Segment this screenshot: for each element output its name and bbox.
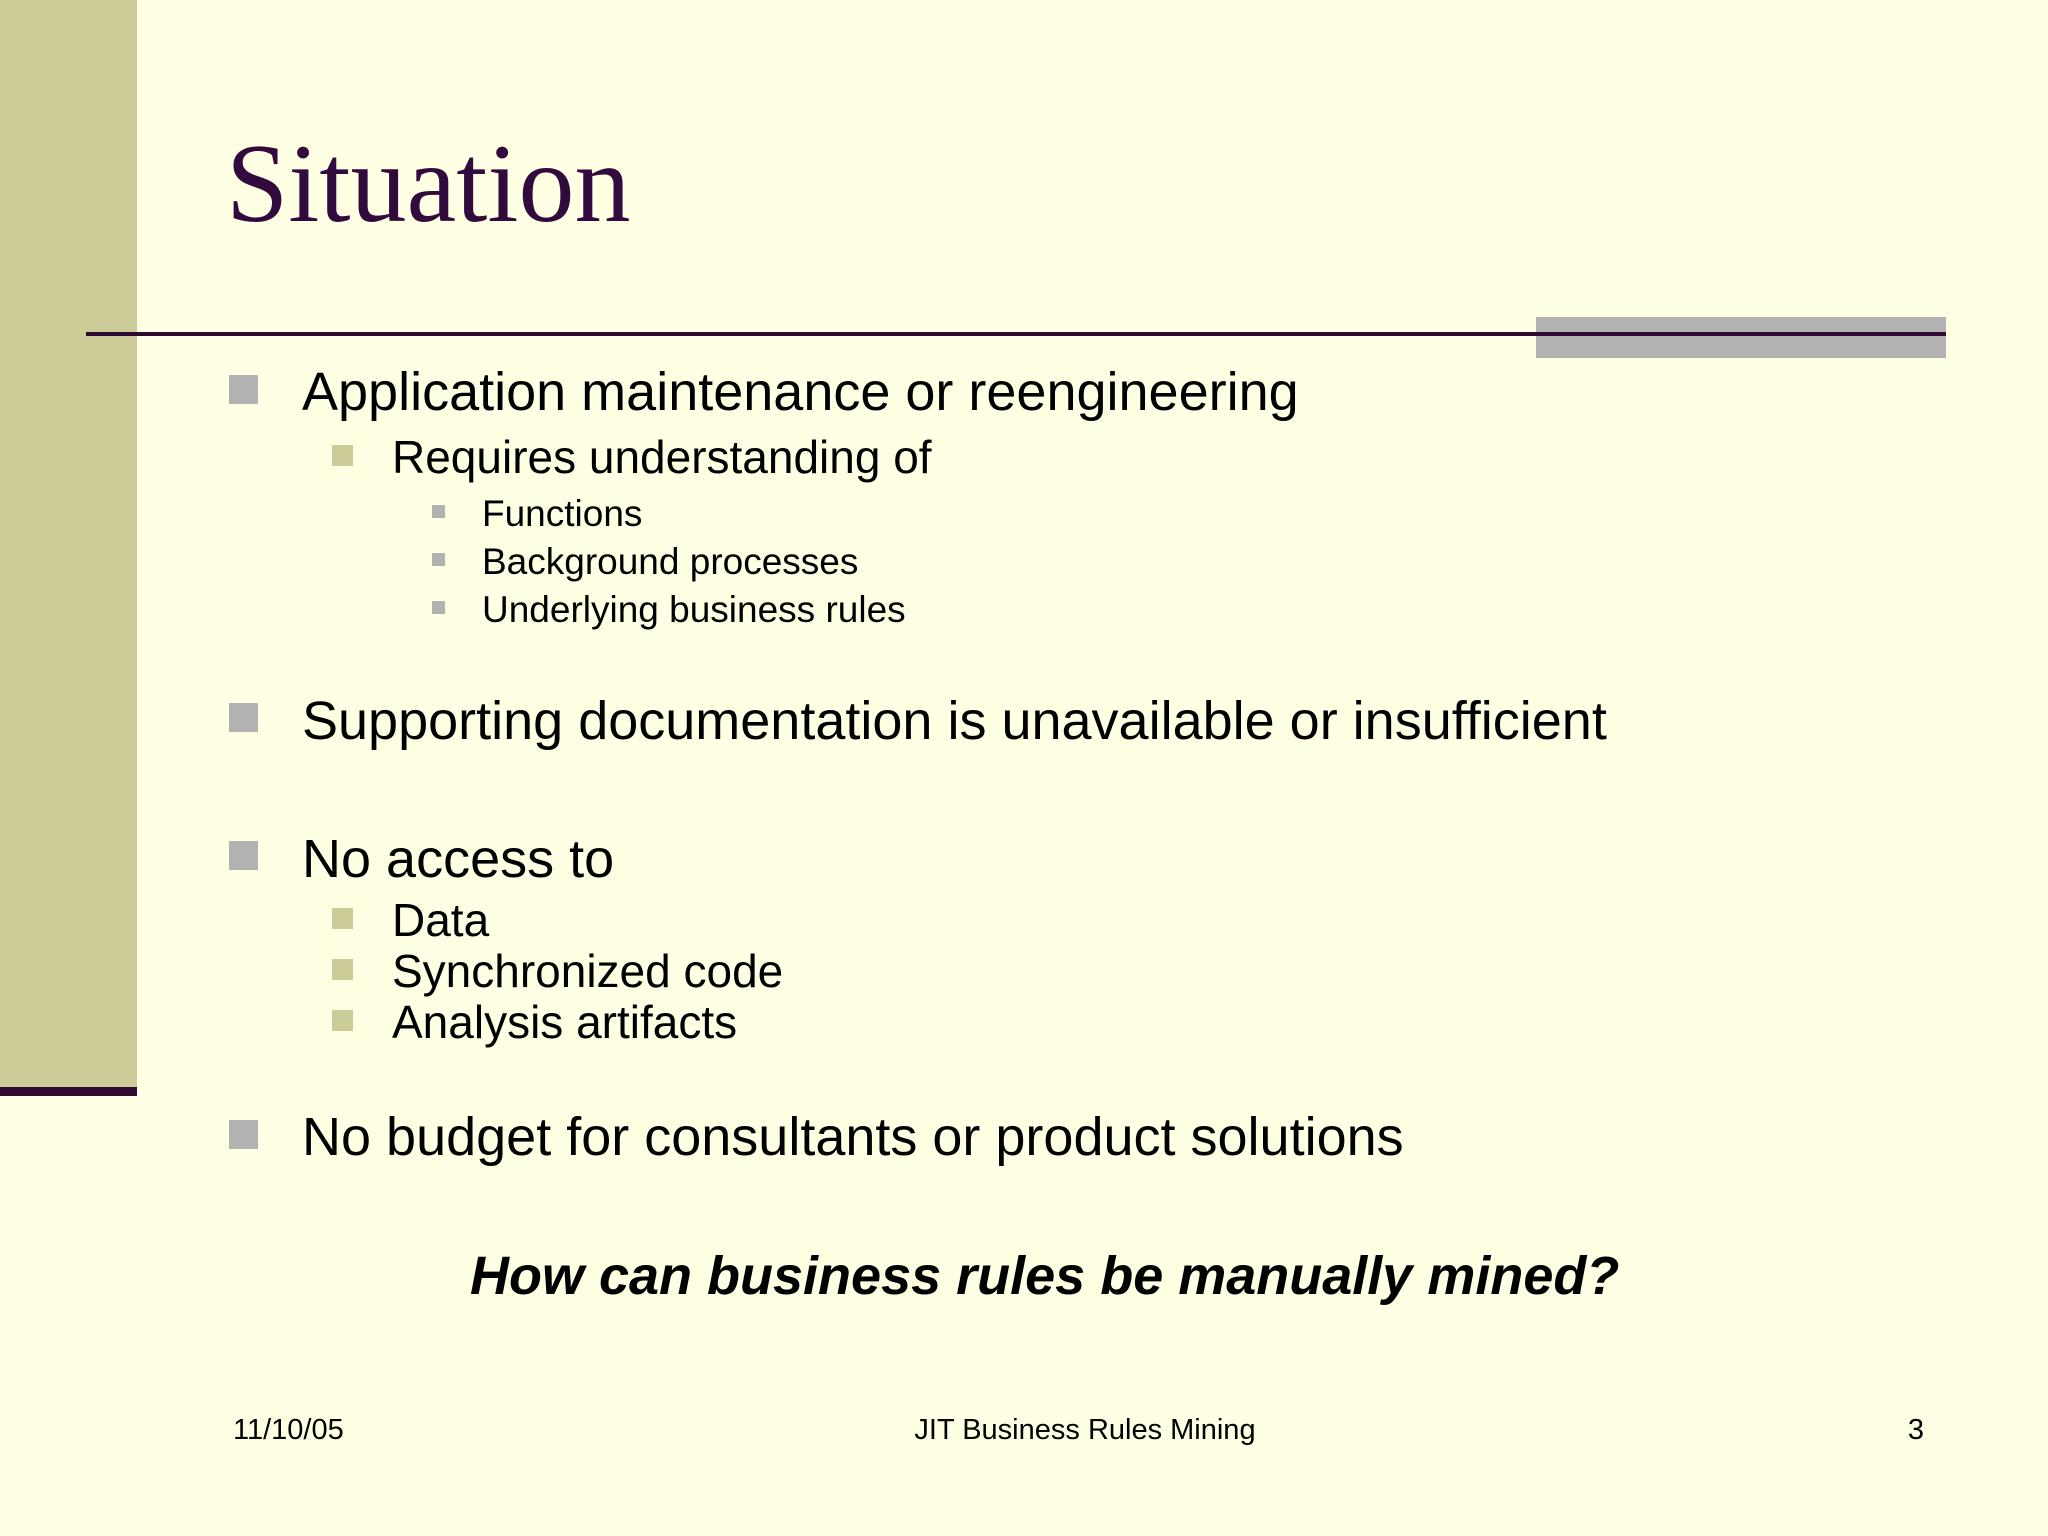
bullet-square-icon <box>229 375 258 404</box>
sub-bullet-item: Requires understanding of <box>392 431 932 483</box>
sub-bullet-item: Data <box>392 894 490 946</box>
bullet-item: Supporting documentation is unavailable or insufficient <box>302 691 1607 751</box>
sub-sub-bullet-item: Background processes <box>482 541 859 582</box>
slide-title: Situation <box>226 122 631 246</box>
title-accent-block <box>1536 317 1946 358</box>
bullet-square-icon <box>229 1120 258 1149</box>
slide-number: 3 <box>1907 1414 1924 1446</box>
bullet-square-icon <box>332 1010 353 1031</box>
bullet-square-icon <box>229 703 258 732</box>
sub-sub-bullet-item: Underlying business rules <box>482 589 906 630</box>
footer-title: JIT Business Rules Mining <box>914 1414 1256 1446</box>
footer-date: 11/10/05 <box>233 1414 344 1446</box>
side-accent-rule <box>0 1087 137 1096</box>
bullet-item: No budget for consultants or product solutions <box>302 1107 1404 1167</box>
bullet-item: No access to <box>302 829 615 889</box>
sub-bullet-item: Synchronized code <box>392 945 784 997</box>
bullet-square-icon <box>432 505 445 518</box>
bullet-square-icon <box>229 841 258 870</box>
sub-sub-bullet-item: Functions <box>482 493 643 534</box>
side-accent-bar <box>0 0 137 1088</box>
bullet-item: Application maintenance or reengineering <box>302 362 1299 422</box>
closing-question: How can business rules be manually mined? <box>470 1246 1620 1306</box>
bullet-square-icon <box>332 959 353 980</box>
bullet-square-icon <box>432 553 445 566</box>
bullet-square-icon <box>432 601 445 614</box>
bullet-square-icon <box>332 908 353 929</box>
bullet-square-icon <box>332 445 353 466</box>
sub-bullet-item: Analysis artifacts <box>392 996 738 1048</box>
